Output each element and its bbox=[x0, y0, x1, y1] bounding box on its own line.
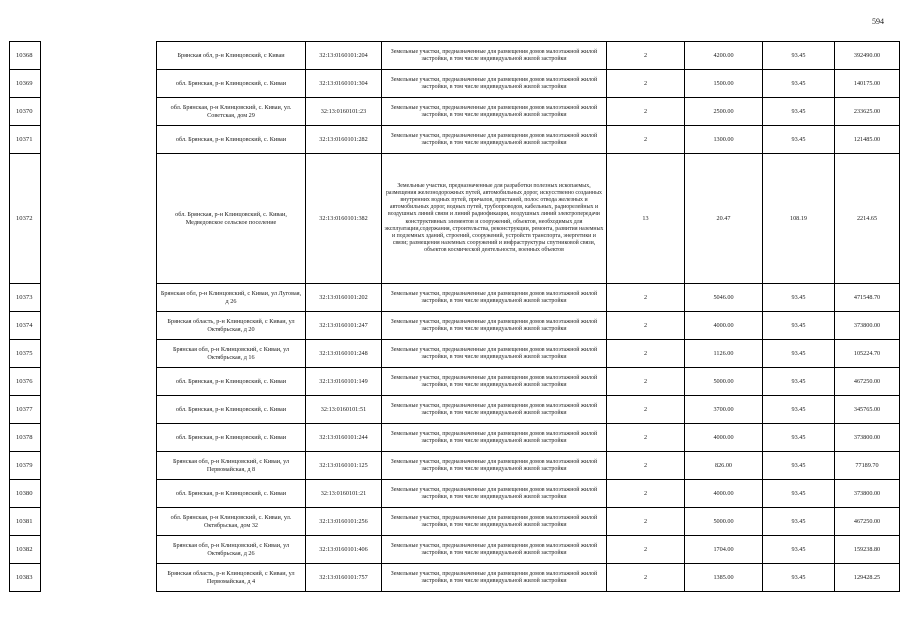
specific-cadastral-value-cell: 93.45 bbox=[763, 340, 835, 368]
area-cell: 1300.00 bbox=[685, 126, 763, 154]
area-cell: 1500.00 bbox=[685, 70, 763, 98]
row-number-cell: 10375 bbox=[10, 340, 41, 368]
usage-group-cell: 2 bbox=[607, 284, 685, 312]
address-cell: Брянская область, р-н Клинцовский, с Киваи, ул Первомайская, д 4 bbox=[157, 564, 306, 592]
table-row bbox=[157, 424, 900, 452]
row-number-row bbox=[10, 98, 41, 126]
specific-cadastral-value-cell: 93.45 bbox=[763, 126, 835, 154]
address-cell: обл. Брянская, р-н Клинцовский, с. Киваи, Медведовское сельское поселение bbox=[157, 154, 306, 284]
cadastral-value-cell: 467250.00 bbox=[835, 368, 900, 396]
specific-cadastral-value-cell: 93.45 bbox=[763, 396, 835, 424]
row-number-cell: 10381 bbox=[10, 508, 41, 536]
cadastral-value-cell: 471548.70 bbox=[835, 284, 900, 312]
cadastral-value-cell: 2214.65 bbox=[835, 154, 900, 284]
address-cell: обл. Брянская, р-н Клинцовский, с. Киваи bbox=[157, 424, 306, 452]
row-number-cell: 10378 bbox=[10, 424, 41, 452]
row-number-cell: 10371 bbox=[10, 126, 41, 154]
land-use-purpose-cell: Земельные участки, предназначенные для размещения домов малоэтажной жилой застройки, в том числе индивидуальной жилой застройки bbox=[382, 368, 607, 396]
area-cell: 1704.00 bbox=[685, 536, 763, 564]
cadastral-number-cell: 32:13:0160101:51 bbox=[306, 396, 382, 424]
cadastral-number-cell: 32:13:0160101:202 bbox=[306, 284, 382, 312]
address-cell: обл. Брянская, р-н Клинцовский, с. Киваи bbox=[157, 126, 306, 154]
cadastral-value-cell: 373800.00 bbox=[835, 480, 900, 508]
specific-cadastral-value-cell: 93.45 bbox=[763, 312, 835, 340]
row-number-cell: 10368 bbox=[10, 42, 41, 70]
land-plots-table bbox=[156, 41, 900, 592]
land-use-purpose-cell: Земельные участки, предназначенные для размещения домов малоэтажной жилой застройки, в том числе индивидуальной жилой застройки bbox=[382, 564, 607, 592]
cadastral-number-cell: 32:13:0160101:757 bbox=[306, 564, 382, 592]
row-number-row bbox=[10, 396, 41, 424]
address-cell: Брянская обл, р-н Клинцовский, с Киваи, ул Октябрьская, д 16 bbox=[157, 340, 306, 368]
area-cell: 4200.00 bbox=[685, 42, 763, 70]
row-number-row bbox=[10, 564, 41, 592]
address-cell: Брянская область, р-н Клинцовский, с Киваи, ул Октябрьская, д 20 bbox=[157, 312, 306, 340]
area-cell: 5000.00 bbox=[685, 508, 763, 536]
land-use-purpose-cell: Земельные участки, предназначенные для размещения домов малоэтажной жилой застройки, в том числе индивидуальной жилой застройки bbox=[382, 396, 607, 424]
cadastral-value-cell: 467250.00 bbox=[835, 508, 900, 536]
cadastral-value-cell: 373800.00 bbox=[835, 312, 900, 340]
address-cell: Брянская обл, р-н Клинцовский, с Киваи, ул Октябрьская, д 26 bbox=[157, 536, 306, 564]
cadastral-number-cell: 32:13:0160101:204 bbox=[306, 42, 382, 70]
cadastral-number-cell: 32:13:0160101:304 bbox=[306, 70, 382, 98]
row-number-cell: 10369 bbox=[10, 70, 41, 98]
table-row bbox=[157, 154, 900, 284]
cadastral-number-cell: 32:13:0160101:247 bbox=[306, 312, 382, 340]
area-cell: 4000.00 bbox=[685, 424, 763, 452]
row-number-row bbox=[10, 42, 41, 70]
land-use-purpose-cell: Земельные участки, предназначенные для размещения домов малоэтажной жилой застройки, в том числе индивидуальной жилой застройки bbox=[382, 424, 607, 452]
land-use-purpose-cell: Земельные участки, предназначенные для размещения домов малоэтажной жилой застройки, в том числе индивидуальной жилой застройки bbox=[382, 508, 607, 536]
cadastral-number-cell: 32:13:0160101:21 bbox=[306, 480, 382, 508]
table-row bbox=[157, 564, 900, 592]
row-number-cell: 10380 bbox=[10, 480, 41, 508]
usage-group-cell: 2 bbox=[607, 42, 685, 70]
row-number-row bbox=[10, 536, 41, 564]
address-cell: Брянская обл, р-н Клинцовский, с Киваи, ул Луговая, д 26 bbox=[157, 284, 306, 312]
address-cell: обл. Брянская, р-н Клинцовский, с. Киваи bbox=[157, 70, 306, 98]
cadastral-value-cell: 140175.00 bbox=[835, 70, 900, 98]
specific-cadastral-value-cell: 93.45 bbox=[763, 70, 835, 98]
row-number-row bbox=[10, 508, 41, 536]
usage-group-cell: 2 bbox=[607, 452, 685, 480]
cadastral-number-cell: 32:13:0160101:406 bbox=[306, 536, 382, 564]
usage-group-cell: 2 bbox=[607, 536, 685, 564]
row-number-cell: 10373 bbox=[10, 284, 41, 312]
land-use-purpose-cell: Земельные участки, предназначенные для размещения домов малоэтажной жилой застройки, в том числе индивидуальной жилой застройки bbox=[382, 452, 607, 480]
table-row bbox=[157, 396, 900, 424]
row-number-cell: 10382 bbox=[10, 536, 41, 564]
specific-cadastral-value-cell: 93.45 bbox=[763, 480, 835, 508]
row-number-row bbox=[10, 368, 41, 396]
specific-cadastral-value-cell: 93.45 bbox=[763, 368, 835, 396]
table-row bbox=[157, 98, 900, 126]
cadastral-value-cell: 233625.00 bbox=[835, 98, 900, 126]
land-use-purpose-cell: Земельные участки, предназначенные для разработки полезных ископаемых, размещения железнодорожных путей, автомобильных дорог, искусственно созданных внутренних водных путей, причалов, пристаней, полос отвода железных и автомобильных дорог, водных путей, трубопроводов, кабельных, радиорелейных и воздушных линий связи и линий радиофикации, воздушных линий электропередачи конструктивных элементов и сооружений, объектов, необходимых для эксплуатации,содержания, строительства, реконструкции, ремонта, развития наземных и подземных зданий, строений, сооружений, устройств транспорта, энергетики и связи; размещения наземных сооружений и инфраструктуры спутниковой связи, объектов космической деятельности, военных объектов bbox=[382, 154, 607, 284]
area-cell: 4000.00 bbox=[685, 480, 763, 508]
land-use-purpose-cell: Земельные участки, предназначенные для размещения домов малоэтажной жилой застройки, в том числе индивидуальной жилой застройки bbox=[382, 42, 607, 70]
row-number-cell: 10374 bbox=[10, 312, 41, 340]
address-cell: обл. Брянская, р-н Клинцовский, с. Киваи bbox=[157, 396, 306, 424]
cadastral-value-cell: 373800.00 bbox=[835, 424, 900, 452]
cadastral-number-cell: 32:13:0160101:282 bbox=[306, 126, 382, 154]
land-use-purpose-cell: Земельные участки, предназначенные для размещения домов малоэтажной жилой застройки, в том числе индивидуальной жилой застройки bbox=[382, 98, 607, 126]
specific-cadastral-value-cell: 93.45 bbox=[763, 284, 835, 312]
specific-cadastral-value-cell: 93.45 bbox=[763, 536, 835, 564]
land-use-purpose-cell: Земельные участки, предназначенные для размещения домов малоэтажной жилой застройки, в том числе индивидуальной жилой застройки bbox=[382, 536, 607, 564]
land-use-purpose-cell: Земельные участки, предназначенные для размещения домов малоэтажной жилой застройки, в том числе индивидуальной жилой застройки bbox=[382, 284, 607, 312]
page-number: 594 bbox=[872, 17, 884, 26]
specific-cadastral-value-cell: 93.45 bbox=[763, 424, 835, 452]
cadastral-value-cell: 121485.00 bbox=[835, 126, 900, 154]
usage-group-cell: 2 bbox=[607, 396, 685, 424]
specific-cadastral-value-cell: 93.45 bbox=[763, 98, 835, 126]
area-cell: 2500.00 bbox=[685, 98, 763, 126]
row-number-row bbox=[10, 452, 41, 480]
cadastral-number-cell: 32:13:0160101:23 bbox=[306, 98, 382, 126]
usage-group-cell: 2 bbox=[607, 424, 685, 452]
table-row bbox=[157, 284, 900, 312]
row-number-row bbox=[10, 70, 41, 98]
table-row bbox=[157, 536, 900, 564]
usage-group-cell: 2 bbox=[607, 126, 685, 154]
usage-group-cell: 2 bbox=[607, 98, 685, 126]
row-number-row bbox=[10, 284, 41, 312]
land-use-purpose-cell: Земельные участки, предназначенные для размещения домов малоэтажной жилой застройки, в том числе индивидуальной жилой застройки bbox=[382, 340, 607, 368]
specific-cadastral-value-cell: 93.45 bbox=[763, 564, 835, 592]
usage-group-cell: 2 bbox=[607, 508, 685, 536]
table-row bbox=[157, 42, 900, 70]
area-cell: 5046.00 bbox=[685, 284, 763, 312]
area-cell: 5000.00 bbox=[685, 368, 763, 396]
specific-cadastral-value-cell: 93.45 bbox=[763, 452, 835, 480]
row-number-row bbox=[10, 154, 41, 284]
area-cell: 1126.00 bbox=[685, 340, 763, 368]
cadastral-number-cell: 32:13:0160101:244 bbox=[306, 424, 382, 452]
address-cell: Брянская обл, р-н Клинцовский, с Киваи, ул Первомайская, д 8 bbox=[157, 452, 306, 480]
cadastral-value-cell: 129428.25 bbox=[835, 564, 900, 592]
address-cell: обл. Брянская, р-н Клинцовский, с. Киваи bbox=[157, 368, 306, 396]
address-cell: обл. Брянская, р-н Клинцовский, с. Киваи bbox=[157, 480, 306, 508]
cadastral-number-cell: 32:13:0160101:125 bbox=[306, 452, 382, 480]
row-number-cell: 10372 bbox=[10, 154, 41, 284]
usage-group-cell: 2 bbox=[607, 480, 685, 508]
address-cell: обл. Брянская, р-н Клинцовский, с. Киваи, ул. Советская, дом 29 bbox=[157, 98, 306, 126]
row-number-row bbox=[10, 480, 41, 508]
usage-group-cell: 2 bbox=[607, 564, 685, 592]
area-cell: 20.47 bbox=[685, 154, 763, 284]
usage-group-cell: 2 bbox=[607, 312, 685, 340]
row-number-cell: 10376 bbox=[10, 368, 41, 396]
table-row bbox=[157, 368, 900, 396]
row-number-cell: 10370 bbox=[10, 98, 41, 126]
row-number-column bbox=[9, 41, 41, 592]
table-row bbox=[157, 70, 900, 98]
cadastral-value-cell: 159238.80 bbox=[835, 536, 900, 564]
land-use-purpose-cell: Земельные участки, предназначенные для размещения домов малоэтажной жилой застройки, в том числе индивидуальной жилой застройки bbox=[382, 126, 607, 154]
area-cell: 3700.00 bbox=[685, 396, 763, 424]
area-cell: 826.00 bbox=[685, 452, 763, 480]
area-cell: 4000.00 bbox=[685, 312, 763, 340]
table-row bbox=[157, 480, 900, 508]
cadastral-number-cell: 32:13:0160101:256 bbox=[306, 508, 382, 536]
area-cell: 1385.00 bbox=[685, 564, 763, 592]
table-row bbox=[157, 508, 900, 536]
table-row bbox=[157, 312, 900, 340]
row-number-cell: 10379 bbox=[10, 452, 41, 480]
table-row bbox=[157, 340, 900, 368]
row-number-row bbox=[10, 424, 41, 452]
cadastral-value-cell: 345765.00 bbox=[835, 396, 900, 424]
row-number-row bbox=[10, 340, 41, 368]
cadastral-value-cell: 105224.70 bbox=[835, 340, 900, 368]
table-row bbox=[157, 126, 900, 154]
land-use-purpose-cell: Земельные участки, предназначенные для размещения домов малоэтажной жилой застройки, в том числе индивидуальной жилой застройки bbox=[382, 70, 607, 98]
usage-group-cell: 2 bbox=[607, 340, 685, 368]
specific-cadastral-value-cell: 93.45 bbox=[763, 42, 835, 70]
address-cell: обл. Брянская, р-н Клинцовский, с. Киваи, ул. Октябрьская, дом 32 bbox=[157, 508, 306, 536]
cadastral-value-cell: 392490.00 bbox=[835, 42, 900, 70]
land-use-purpose-cell: Земельные участки, предназначенные для размещения домов малоэтажной жилой застройки, в том числе индивидуальной жилой застройки bbox=[382, 312, 607, 340]
specific-cadastral-value-cell: 108.19 bbox=[763, 154, 835, 284]
usage-group-cell: 2 bbox=[607, 70, 685, 98]
row-number-cell: 10377 bbox=[10, 396, 41, 424]
cadastral-value-cell: 77189.70 bbox=[835, 452, 900, 480]
table-row bbox=[157, 452, 900, 480]
row-number-cell: 10383 bbox=[10, 564, 41, 592]
address-cell: Брянская обл, р-н Клинцовский, с Киваи bbox=[157, 42, 306, 70]
row-number-row bbox=[10, 312, 41, 340]
usage-group-cell: 13 bbox=[607, 154, 685, 284]
usage-group-cell: 2 bbox=[607, 368, 685, 396]
specific-cadastral-value-cell: 93.45 bbox=[763, 508, 835, 536]
cadastral-number-cell: 32:13:0160101:382 bbox=[306, 154, 382, 284]
land-use-purpose-cell: Земельные участки, предназначенные для размещения домов малоэтажной жилой застройки, в том числе индивидуальной жилой застройки bbox=[382, 480, 607, 508]
cadastral-number-cell: 32:13:0160101:149 bbox=[306, 368, 382, 396]
row-number-row bbox=[10, 126, 41, 154]
cadastral-number-cell: 32:13:0160101:248 bbox=[306, 340, 382, 368]
